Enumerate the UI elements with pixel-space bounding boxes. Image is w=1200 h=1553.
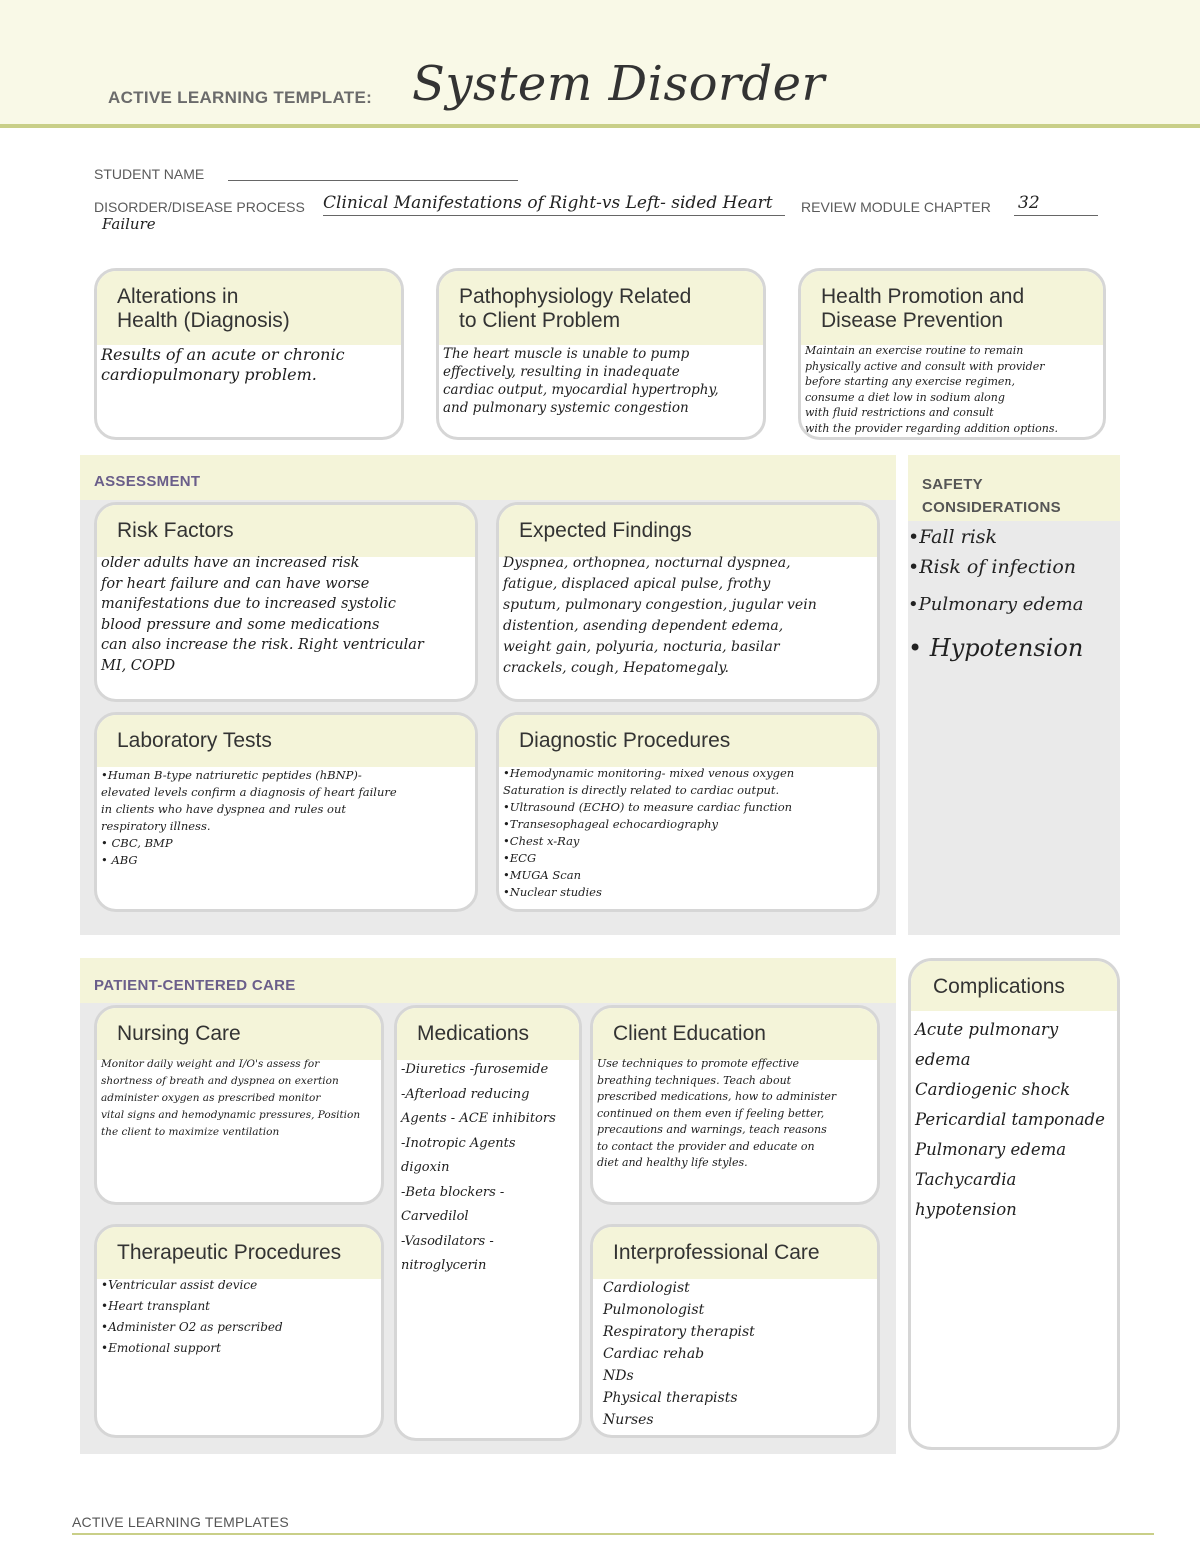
safety-item[interactable]: • Hypotension xyxy=(908,634,1084,662)
safety-heading: SAFETY CONSIDERATIONS xyxy=(922,476,1061,516)
laboratory-tests-title: Laboratory Tests xyxy=(97,715,475,767)
laboratory-tests-box xyxy=(94,712,478,912)
chapter-field[interactable] xyxy=(1014,193,1098,216)
complications-text[interactable]: Acute pulmonary edema Cardiogenic shock Pericardial tamponade Pulmonary edema Tachycardia hypotension xyxy=(915,1020,1105,1219)
alterations-in-health-title: Alterations in Health (Diagnosis) xyxy=(97,271,401,345)
client-education-text[interactable]: Use techniques to promote effective breathing techniques. Teach about prescribed medications, how to administer continued on them even if feeling better, precautions and warnings, teach reasons to contact the provider and educate on diet and healthy life styles. xyxy=(597,1057,837,1169)
header-rule xyxy=(0,124,1200,128)
chapter-value: 32 xyxy=(1018,193,1040,213)
therapeutic-procedures-box xyxy=(94,1224,384,1438)
disorder-field[interactable] xyxy=(323,193,785,216)
interprofessional-care-title: Interprofessional Care xyxy=(593,1227,877,1279)
health-promotion-box xyxy=(798,268,1106,440)
nursing-care-title: Nursing Care xyxy=(97,1008,381,1060)
alterations-in-health-text[interactable]: Results of an acute or chronic cardiopulmonary problem. xyxy=(101,345,345,384)
interprofessional-care-text[interactable]: Cardiologist Pulmonologist Respiratory therapist Cardiac rehab NDs Physical therapists Nurses xyxy=(603,1280,755,1428)
risk-factors-box xyxy=(94,502,478,702)
student-name-label: STUDENT NAME xyxy=(94,166,205,182)
disorder-value: Clinical Manifestations of Right-vs Left- sided Heart xyxy=(323,193,773,213)
risk-factors-title: Risk Factors xyxy=(97,505,475,557)
health-promotion-title: Health Promotion and Disease Prevention xyxy=(801,271,1103,345)
client-education-title: Client Education xyxy=(593,1008,877,1060)
expected-findings-box xyxy=(496,502,880,702)
patient-care-heading: PATIENT-CENTERED CARE xyxy=(94,977,296,994)
medications-text[interactable]: -Diuretics -furosemide -Afterload reducing Agents - ACE inhibitors -Inotropic Agents digoxin -Beta blockers - Carvedilol -Vasodilators - nitroglycerin xyxy=(401,1062,556,1273)
medications-box xyxy=(394,1005,582,1441)
footer-label: ACTIVE LEARNING TEMPLATES xyxy=(72,1514,289,1530)
complications-title: Complications xyxy=(911,961,1117,1011)
footer-rule xyxy=(72,1533,1154,1535)
laboratory-tests-text[interactable]: •Human B-type natriuretic peptides (hBNP)- elevated levels confirm a diagnosis of heart failure in clients who have dyspnea and rules out respiratory illness. • CBC, BMP • ABG xyxy=(101,768,397,867)
alterations-in-health-box xyxy=(94,268,404,440)
interprofessional-care-box xyxy=(590,1224,880,1438)
disorder-value-cont: Failure xyxy=(102,215,156,233)
chapter-label: REVIEW MODULE CHAPTER xyxy=(801,199,991,215)
risk-factors-text[interactable]: older adults have an increased risk for heart failure and can have worse manifestations due to increased systolic blood pressure and some medications can also increase the risk. Right ventricular MI, COPD xyxy=(101,555,424,674)
complications-box xyxy=(908,958,1120,1450)
page-title: System Disorder xyxy=(412,56,825,112)
template-label: ACTIVE LEARNING TEMPLATE: xyxy=(108,88,373,107)
assessment-band xyxy=(80,455,896,500)
health-promotion-text[interactable]: Maintain an exercise routine to remain physically active and consult with provider before starting any exercise regimen, consume a diet low in sodium along with fluid restrictions and consult with the provider regarding addition options. xyxy=(805,344,1058,435)
expected-findings-text[interactable]: Dyspnea, orthopnea, nocturnal dyspnea, fatigue, displaced apical pulse, frothy sputum, pulmonary congestion, jugular vein distention, asending dependent edema, weight gain, polyuria, nocturia, basilar crackels, cough, Hepatomegaly. xyxy=(503,555,817,676)
safety-item[interactable]: •Risk of infection xyxy=(908,556,1077,578)
nursing-care-text[interactable]: Monitor daily weight and I/O's assess for shortness of breath and dyspnea on exertion administer oxygen as prescribed monitor vital signs and hemodynamic pressures, Position the client to maximize ventilation xyxy=(101,1058,361,1138)
diagnostic-procedures-box xyxy=(496,712,880,912)
medications-title: Medications xyxy=(397,1008,579,1060)
therapeutic-procedures-title: Therapeutic Procedures xyxy=(97,1227,381,1279)
pathophysiology-box xyxy=(436,268,766,440)
disorder-label: DISORDER/DISEASE PROCESS xyxy=(94,199,305,215)
expected-findings-title: Expected Findings xyxy=(499,505,877,557)
nursing-care-box xyxy=(94,1005,384,1205)
assessment-heading: ASSESSMENT xyxy=(94,473,201,490)
diagnostic-procedures-text[interactable]: •Hemodynamic monitoring- mixed venous oxygen Saturation is directly related to cardiac output. •Ultrasound (ECHO) to measure cardiac function •Transesophageal echocardiography •Chest x-Ray •ECG •MUGA Scan •Nuclear studies xyxy=(503,766,795,899)
student-name-field[interactable] xyxy=(228,164,518,181)
client-education-box xyxy=(590,1005,880,1205)
safety-item[interactable]: •Fall risk xyxy=(908,526,998,548)
pathophysiology-title: Pathophysiology Related to Client Problem xyxy=(439,271,763,345)
pathophysiology-text[interactable]: The heart muscle is unable to pump effectively, resulting in inadequate cardiac output, myocardial hypertrophy, and pulmonary systemic congestion xyxy=(443,346,719,416)
therapeutic-procedures-text[interactable]: •Ventricular assist device •Heart transplant •Administer O2 as perscribed •Emotional support xyxy=(101,1278,283,1355)
diagnostic-procedures-title: Diagnostic Procedures xyxy=(499,715,877,767)
safety-item[interactable]: •Pulmonary edema xyxy=(908,594,1084,615)
